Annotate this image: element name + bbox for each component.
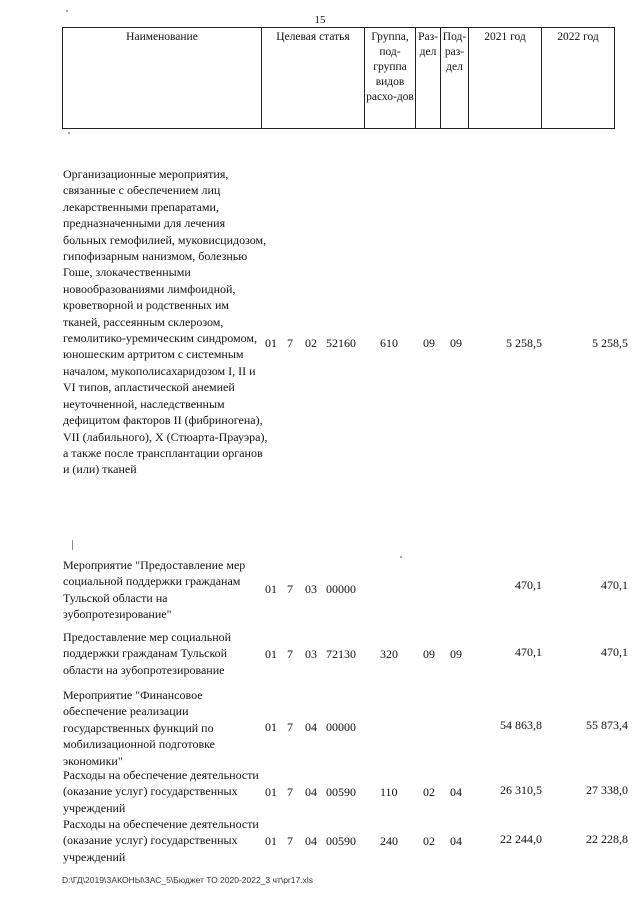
code-part-4: 52160: [326, 336, 356, 350]
page-number: 15: [314, 14, 326, 26]
razdel-code: 09: [423, 647, 435, 661]
code-part-1: 01: [265, 834, 277, 848]
code-part-2: 7: [287, 336, 293, 350]
table-header: [62, 27, 615, 129]
value-2021: 22 244,0: [500, 832, 542, 846]
code-part-2: 7: [287, 834, 293, 848]
group-code: 240: [380, 834, 398, 848]
code-part-4: 00590: [326, 785, 356, 799]
podrazdel-code: 04: [450, 785, 462, 799]
value-2021: 5 258,5: [506, 336, 542, 350]
row-name: Расходы на обеспечение деятельности (оказание услуг) государственных учреждений: [63, 817, 259, 864]
scan-speck: [400, 556, 402, 558]
header-year-2021: 2021 год: [469, 28, 542, 129]
code-part-3: 03: [305, 647, 317, 661]
value-2022: 470,1: [601, 645, 628, 659]
value-2022: 5 258,5: [592, 336, 628, 350]
scan-speck: [68, 132, 70, 134]
header-razdel: Раз-дел: [416, 28, 441, 129]
code-part-4: 72130: [326, 647, 356, 661]
code-part-2: 7: [287, 720, 293, 734]
scan-speck: [66, 10, 68, 12]
header-group: Группа, под-группа видов расхо-дов: [365, 28, 416, 129]
razdel-code: 02: [423, 785, 435, 799]
value-2022: 470,1: [601, 578, 628, 592]
value-2021: 54 863,8: [500, 718, 542, 732]
code-part-1: 01: [265, 336, 277, 350]
code-part-3: 04: [305, 720, 317, 734]
value-2021: 470,1: [515, 578, 542, 592]
code-part-4: 00000: [326, 720, 356, 734]
value-2022: 55 873,4: [586, 718, 628, 732]
header-target-article: Целевая статья: [262, 28, 365, 129]
code-part-2: 7: [287, 582, 293, 596]
value-2022: 22 228,8: [586, 832, 628, 846]
code-part-1: 01: [265, 785, 277, 799]
code-part-3: 02: [305, 336, 317, 350]
code-part-2: 7: [287, 647, 293, 661]
code-part-3: 04: [305, 834, 317, 848]
razdel-code: 09: [423, 336, 435, 350]
value-2021: 470,1: [515, 645, 542, 659]
header-name: Наименование: [63, 28, 262, 129]
code-part-1: 01: [265, 720, 277, 734]
code-part-1: 01: [265, 647, 277, 661]
code-part-3: 03: [305, 582, 317, 596]
file-path-footer: D:\ГД\2019\ЗАКОНЫ\ЗАС_5\Бюджет ТО 2020-2022_3 чт\pr17.xls: [62, 875, 313, 885]
row-name: Мероприятие "Предоставление мер социальной поддержки гражданам Тульской области на зубопротезирование": [63, 558, 246, 622]
code-part-3: 04: [305, 785, 317, 799]
group-code: 320: [380, 647, 398, 661]
podrazdel-code: 09: [450, 336, 462, 350]
podrazdel-code: 09: [450, 647, 462, 661]
row-name: Мероприятие "Финансовое обеспечение реализации государственных функций по мобилизационной подготовке экономики": [63, 688, 215, 768]
row-name: Расходы на обеспечение деятельности (оказание услуг) государственных учреждений: [63, 768, 259, 815]
group-code: 110: [380, 785, 398, 799]
value-2022: 27 338,0: [586, 783, 628, 797]
code-part-4: 00000: [326, 582, 356, 596]
razdel-code: 02: [423, 834, 435, 848]
code-part-2: 7: [287, 785, 293, 799]
code-part-4: 00590: [326, 834, 356, 848]
code-part-1: 01: [265, 582, 277, 596]
value-2021: 26 310,5: [500, 783, 542, 797]
row-name: Предоставление мер социальной поддержки гражданам Тульской области на зубопротезирование: [63, 630, 232, 677]
scan-speck: [72, 540, 73, 550]
header-year-2022: 2022 год: [542, 28, 615, 129]
row-name: Организационные мероприятия, связанные с обеспечением лиц лекарственными препаратами, предназначенными для лечения больных гемофилией, муковисцидозом, гипофизарным нанизмом, болезнью Гоше, злокачественными новообразованиями лимфоидной, кроветворной и родственных им тканей, рассеянным склерозом, гемолитико-уремическим синдромом, юношеским артритом с системным началом, мукополисахаридозом I, II и VI типов, апластической анемией неуточненной, наследственным дефицитом факторов II (фибриногена), VII (лабильного), X (Стюарта-Прауэра), а также после трансплантации органов и (или) тканей: [63, 167, 268, 477]
group-code: 610: [380, 336, 398, 350]
header-podrazdel: Под-раз-дел: [441, 28, 469, 129]
podrazdel-code: 04: [450, 834, 462, 848]
